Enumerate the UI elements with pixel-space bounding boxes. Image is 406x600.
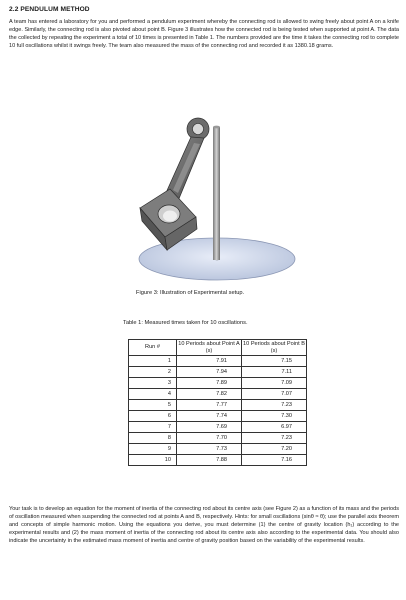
point-a-cell: 7.70 [177,433,242,444]
point-b-cell: 7.30 [242,411,307,422]
run-cell: 6 [129,411,177,422]
table-row [129,444,307,455]
run-cell: 3 [129,378,177,389]
table-row [129,389,307,400]
intro-paragraph: A team has entered a laboratory for you and performed a pendulum experiment whereby the connecting rod is allowed to swing freely about point A on a knife edge. Similarly, the connecting rod is also pivoted about point B. Figure 3 illustrates how the connected rod is being tested when supported at point A. The data the collected by repeating the experiment a total of 10 times is presented in Table 1. The numbers provided are the time it takes the connecting rod to complete 10 full oscillations whilst it swings freely. The team also measured the mass of the connecting rod and recorded it as 1380.18 grams. [9,19,399,50]
pendulum-setup-illustration [118,113,318,285]
table-row [129,367,307,378]
run-cell: 5 [129,400,177,411]
point-a-cell: 7.89 [177,378,242,389]
point-a-cell: 7.82 [177,389,242,400]
header-run: Run # [129,340,177,356]
run-cell: 2 [129,367,177,378]
point-a-cell: 7.88 [177,455,242,466]
table-row [129,455,307,466]
run-cell: 7 [129,422,177,433]
header-point-b: 10 Periods about Point B (s) [242,340,307,356]
point-b-cell: 7.20 [242,444,307,455]
point-a-cell: 7.91 [177,356,242,367]
point-a-cell: 7.94 [177,367,242,378]
point-b-cell: 7.23 [242,433,307,444]
task-paragraph: Your task is to develop an equation for the moment of inertia of the connecting rod about its centre axis (see Figure 2) as a function of its mass and the periods of oscillation measured when suspending the connected rod at points A and B, respectively. Hints: for small oscillations (sinθ ≈ θ); use the parallel axis theorem and concepts of simple harmonic motion. Using the equations you derive, you must determine (1) the centre of gravity location (h₁) according to the experimental results and (2) the mass moment of inertia of the connecting rod about its centre axis also according to the experimental data. You should also indicate the uncertainty in the estimated mass moment of inertia and centre of gravity position based on the variability of the experimental results. [9,506,399,545]
point-b-cell: 7.15 [242,356,307,367]
table-row [129,356,307,367]
section-heading: 2.2 PENDULUM METHOD [9,6,90,13]
point-b-cell: 7.23 [242,400,307,411]
header-point-a: 10 Periods about Point A (s) [177,340,242,356]
point-a-cell: 7.73 [177,444,242,455]
run-cell: 8 [129,433,177,444]
point-b-cell: 7.11 [242,367,307,378]
run-cell: 4 [129,389,177,400]
table-row [129,400,307,411]
figure-caption: Figure 3: Illustration of Experimental setup. [136,290,245,296]
run-cell: 10 [129,455,177,466]
run-cell: 9 [129,444,177,455]
table-row [129,411,307,422]
connecting-rod [140,118,209,250]
point-a-cell: 7.77 [177,400,242,411]
oscillation-table [128,339,307,466]
point-b-cell: 7.07 [242,389,307,400]
point-a-cell: 7.69 [177,422,242,433]
point-b-cell: 7.16 [242,455,307,466]
table-row [129,378,307,389]
table-row [129,433,307,444]
table-row [129,422,307,433]
stand-pole [213,127,220,260]
table-caption: Table 1: Measured times taken for 10 oscillations. [123,320,248,326]
point-b-cell: 7.09 [242,378,307,389]
table-header-row [129,340,307,356]
run-cell: 1 [129,356,177,367]
point-b-cell: 6.97 [242,422,307,433]
point-a-cell: 7.74 [177,411,242,422]
